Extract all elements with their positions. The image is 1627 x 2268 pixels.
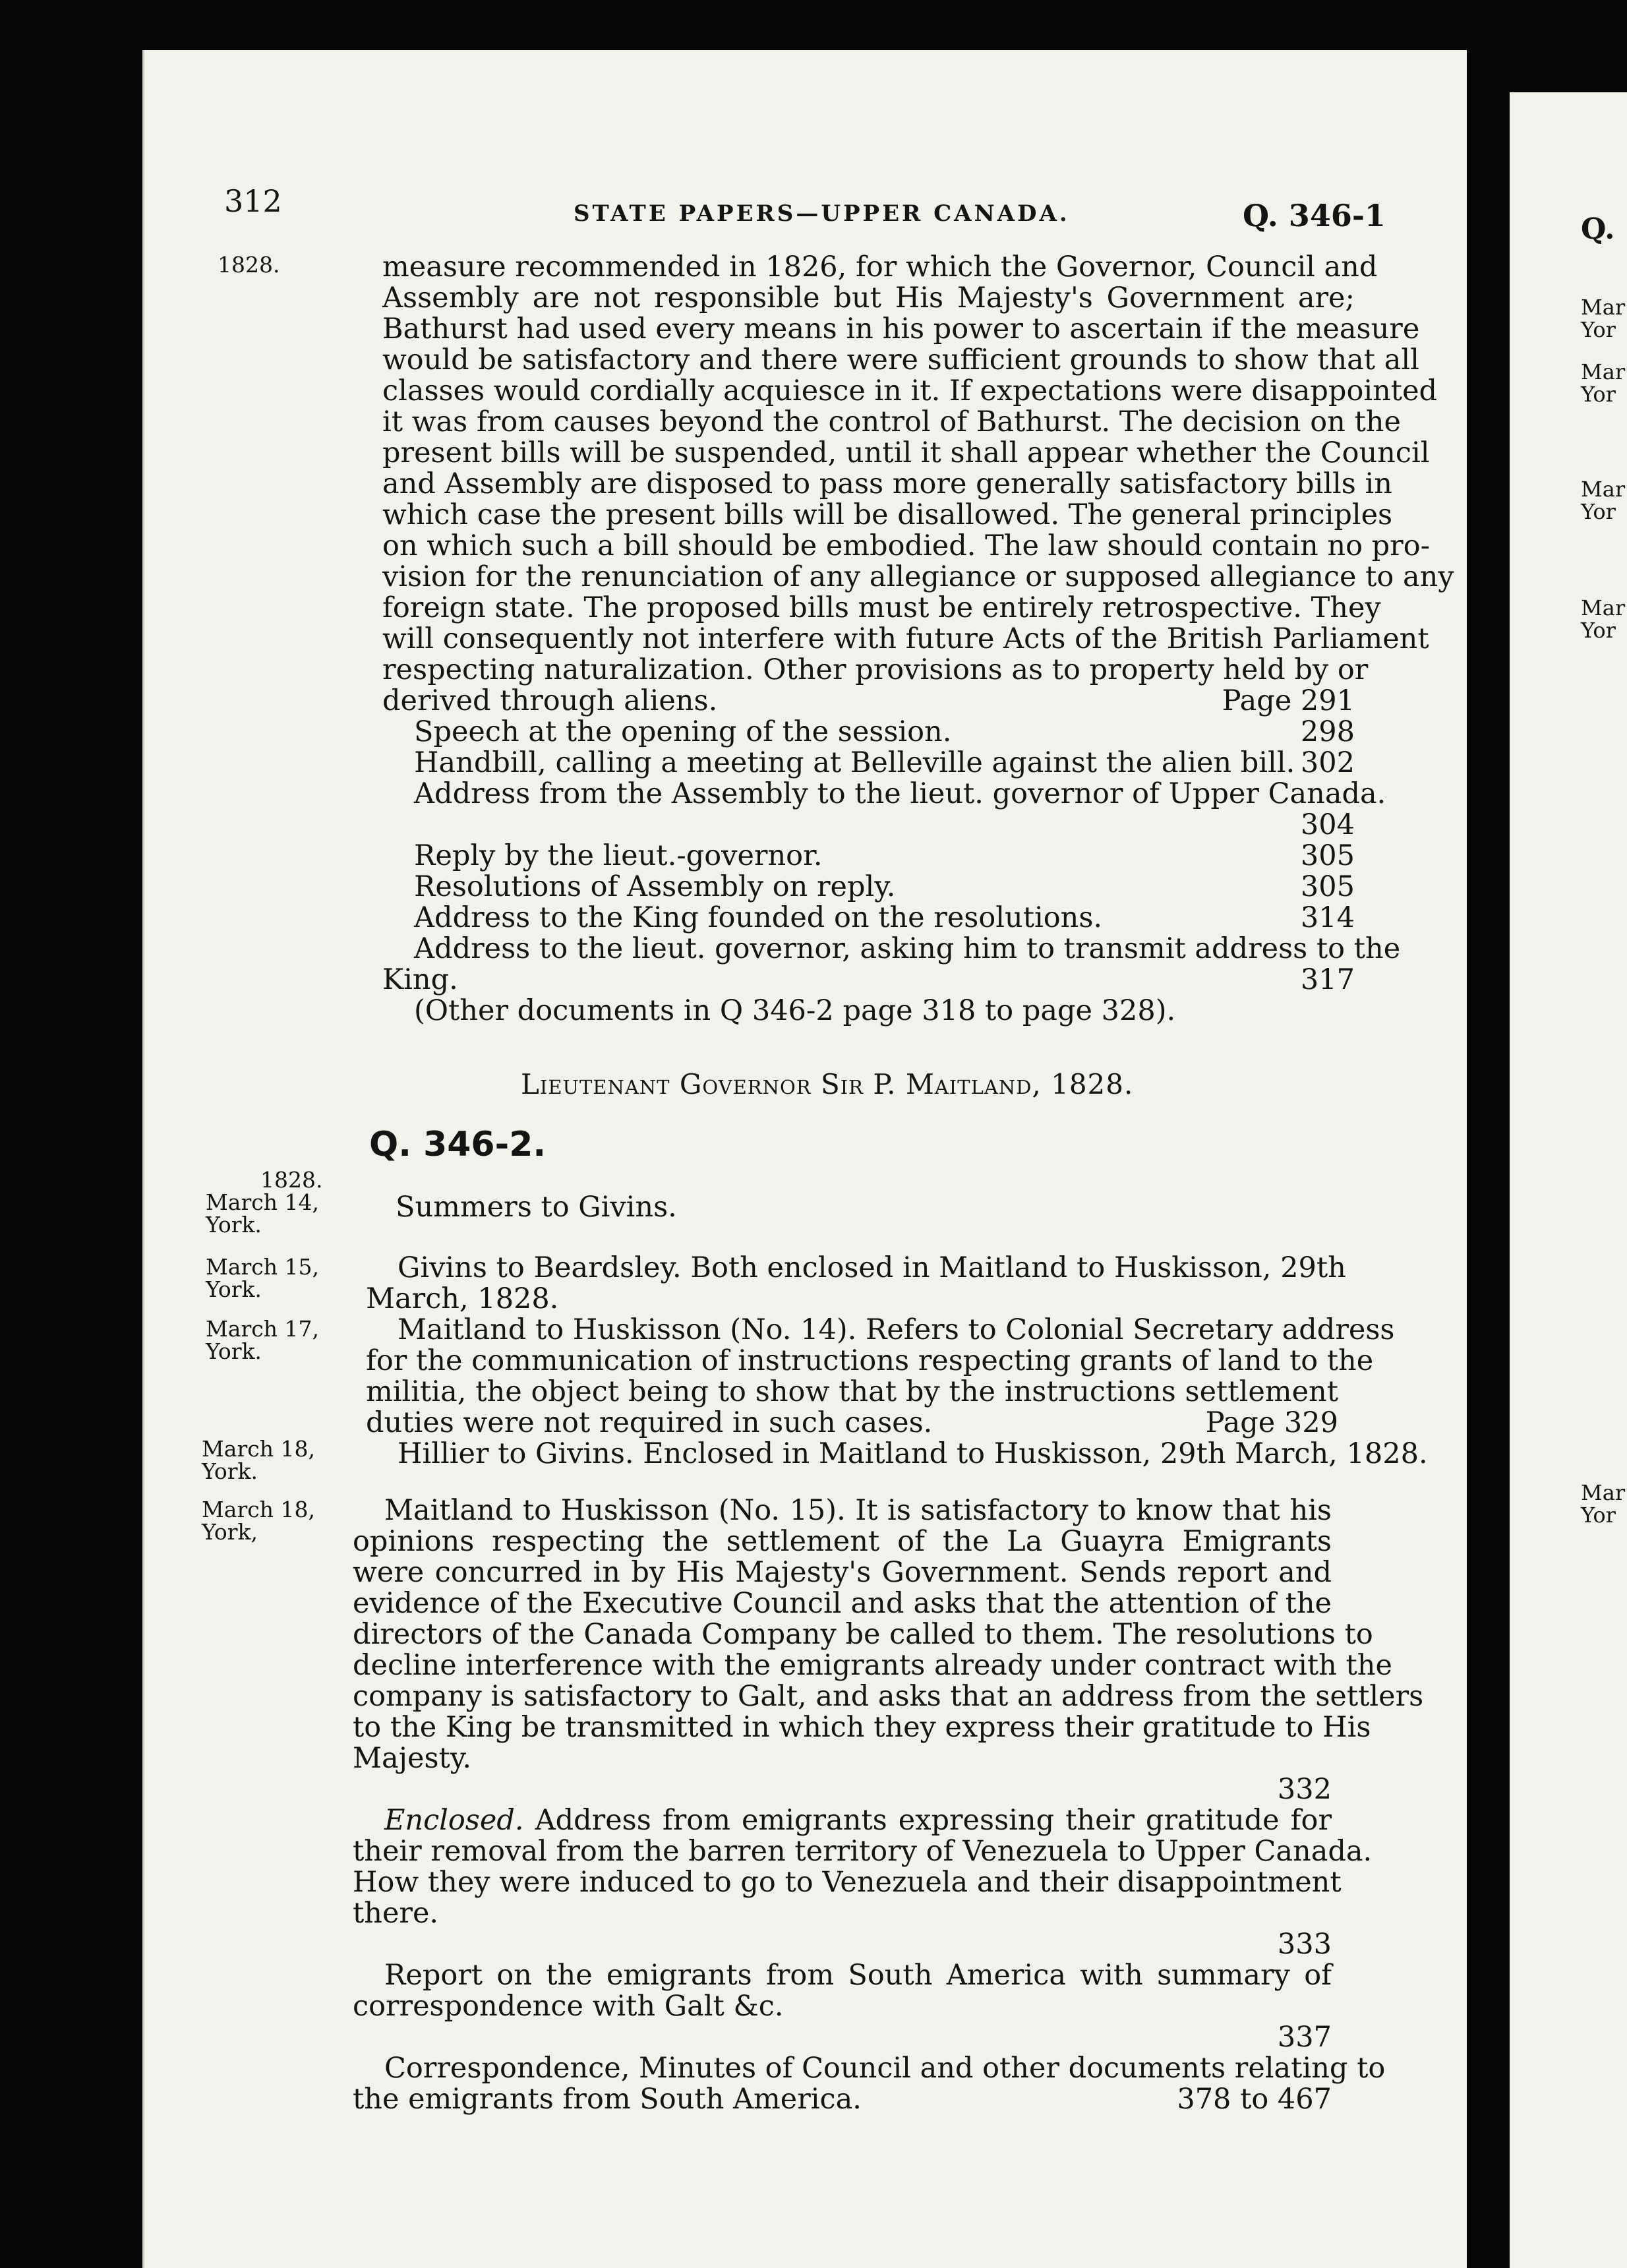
page-reference: 332 — [1277, 1773, 1332, 1806]
item-text: Address to the lieut. governor, asking him to transmit address to the — [414, 932, 1401, 965]
entry-text-block — [382, 251, 1454, 1027]
document-item — [382, 717, 1355, 748]
entry-text: company is satisfactory to Galt, and asks that an address from the settlers — [353, 1680, 1424, 1713]
text-line: respecting naturalization. Other provisions as to property held by or — [382, 653, 1369, 686]
entry-text: for the communication of instructions respecting grants of land to the — [366, 1344, 1374, 1377]
entry-year: 1828. — [260, 1167, 323, 1193]
volume-reference: Q. 346-1 — [1243, 198, 1386, 233]
entry-text: Majesty. — [353, 1742, 472, 1775]
item-text: Address from the Assembly to the lieut. governor of Upper Canada. — [414, 777, 1386, 810]
text-line: Bathurst had used every means in his power to ascertain if the measure — [382, 313, 1420, 345]
entry-date: March 14, — [206, 1189, 319, 1215]
document-item — [382, 965, 1355, 996]
text-line: Assembly are not responsible but His Majesty's Government are; — [382, 282, 1355, 314]
entry-hillier: Hillier to Givins. Enclosed in Maitland to Huskisson, 29th March, 1828. — [398, 1437, 1428, 1470]
entry-text: were concurred in by His Majesty's Government. Sends report and — [353, 1556, 1332, 1589]
entry-text: Report on the emigrants from South America with summary of — [384, 1959, 1332, 1992]
entry-text: to the King be transmitted in which they express their gratitude to His — [353, 1711, 1371, 1744]
entry-date: March 18, — [202, 1436, 315, 1462]
page-reference: 314 — [1300, 901, 1355, 934]
page-reference: 333 — [1277, 1928, 1332, 1961]
running-title: STATE PAPERS—UPPER CANADA. — [574, 200, 1070, 227]
entry-text: decline interference with the emigrants already under contract with the — [353, 1649, 1392, 1682]
entry-place: York. — [206, 1276, 262, 1302]
text-line: vision for the renunciation of any allegiance or supposed allegiance to any — [382, 560, 1454, 593]
entry-place: York. — [206, 1338, 262, 1364]
adjacent-margin-note: Mar — [1581, 295, 1626, 320]
entry-place: York, — [202, 1519, 258, 1545]
page-reference: 317 — [1300, 963, 1355, 996]
page-reference: 298 — [1300, 715, 1355, 748]
entry-text: militia, the object being to show that by the instructions settlement — [366, 1375, 1338, 1408]
text-line-with-page — [366, 1408, 1338, 1439]
page-reference: Page 329 — [1205, 1406, 1338, 1439]
text-line: would be satisfactory and there were sufficient grounds to show that all — [382, 343, 1419, 376]
entry-place: York. — [206, 1212, 262, 1238]
text-line: will consequently not interfere with future Acts of the British Parliament — [382, 622, 1429, 655]
entry-text: duties were not required in such cases. — [366, 1406, 933, 1439]
page-number: 312 — [224, 183, 282, 219]
page-reference: 305 — [1300, 839, 1355, 872]
item-text: Speech at the opening of the session. — [414, 715, 952, 748]
text-line: which case the present bills will be disallowed. The general principles — [382, 498, 1393, 531]
entry-summers — [396, 1192, 1325, 1223]
entry-date: March 17, — [206, 1316, 319, 1342]
entry-givins — [366, 1251, 1346, 1315]
entry-text: there. — [353, 1897, 439, 1930]
page-reference: 378 to 467 — [1177, 2083, 1332, 2116]
document-item — [382, 903, 1355, 934]
entry-maitland-15 — [353, 1494, 1424, 2116]
page-reference: 302 — [1300, 746, 1355, 779]
adjacent-margin-note: Mar — [1581, 477, 1626, 502]
text-line: present bills will be suspended, until it shall appear whether the Council — [382, 436, 1430, 469]
entry-text: the emigrants from South America. — [353, 2083, 862, 2116]
adjacent-page-edge — [1510, 92, 1627, 2268]
entry-place: York. — [202, 1458, 258, 1484]
entry-text: Summers to Givins. — [396, 1191, 677, 1224]
entry-text: Address from emigrants expressing their gratitude for — [535, 1804, 1332, 1837]
adjacent-margin-note: Yor — [1581, 1503, 1616, 1528]
section-code: Q. 346-2. — [369, 1125, 547, 1164]
text-line: measure recommended in 1826, for which the Governor, Council and — [382, 251, 1378, 284]
text-line: on which such a bill should be embodied. The law should contain no pro- — [382, 529, 1431, 562]
page-reference: 304 — [1300, 808, 1355, 841]
text-line: and Assembly are disposed to pass more generally satisfactory bills in — [382, 467, 1392, 500]
entry-text: Maitland to Huskisson (No. 14). Refers to Colonial Secretary address — [398, 1313, 1395, 1346]
entry-text: evidence of the Executive Council and asks that the attention of the — [353, 1587, 1332, 1620]
item-text: Address to the King founded on the resolutions. — [414, 901, 1103, 934]
text-line: foreign state. The proposed bills must be entirely retrospective. They — [382, 591, 1381, 624]
enclosed-label: Enclosed. — [384, 1804, 524, 1837]
entry-text: Givins to Beardsley. Both enclosed in Maitland to Huskisson, 29th — [398, 1251, 1346, 1284]
document-item — [382, 748, 1355, 779]
cross-reference-note: (Other documents in Q 346-2 page 318 to page 328). — [414, 994, 1176, 1027]
entry-text: correspondence with Galt &c. — [353, 1990, 784, 2023]
page-reference: Page 291 — [1222, 684, 1355, 717]
enclosed-line — [353, 1805, 1332, 1836]
entry-date: March 18, — [202, 1497, 315, 1522]
adjacent-margin-note: Yor — [1581, 317, 1616, 342]
text-line: it was from causes beyond the control of Bathurst. The decision on the — [382, 405, 1401, 438]
entry-text: opinions respecting the settlement of the La Guayra Emigrants — [353, 1525, 1332, 1558]
adjacent-page-ref: Q. — [1581, 212, 1615, 246]
section-heading: Lieutenant Governor Sir P. Maitland, 1828. — [521, 1068, 1134, 1100]
item-text: Handbill, calling a meeting at Belleville against the alien bill. — [414, 746, 1295, 779]
page-reference: 337 — [1277, 2021, 1332, 2054]
adjacent-margin-note: Mar — [1581, 1480, 1626, 1505]
entry-text: their removal from the barren territory of Venezuela to Upper Canada. — [353, 1835, 1373, 1868]
text-line-with-page — [353, 2084, 1332, 2115]
document-item — [382, 872, 1355, 903]
entry-text: directors of the Canada Company be called to them. The resolutions to — [353, 1618, 1373, 1651]
entry-text: How they were induced to go to Venezuela and their disappointment — [353, 1866, 1342, 1899]
entry-text: Maitland to Huskisson (No. 15). It is satisfactory to know that his — [384, 1494, 1332, 1527]
entry-maitland-14 — [366, 1313, 1428, 1470]
item-text: King. — [382, 963, 458, 996]
entry-text: March, 1828. — [366, 1282, 559, 1315]
page-reference: 305 — [1300, 870, 1355, 903]
entry-text: Correspondence, Minutes of Council and other documents relating to — [384, 2052, 1386, 2085]
item-text: Resolutions of Assembly on reply. — [414, 870, 896, 903]
entry-year: 1828. — [218, 252, 280, 278]
adjacent-margin-note: Mar — [1581, 595, 1626, 620]
adjacent-margin-note: Yor — [1581, 618, 1616, 643]
text-line-with-page — [382, 686, 1355, 717]
adjacent-margin-note: Yor — [1581, 499, 1616, 524]
adjacent-margin-note: Mar — [1581, 359, 1626, 384]
adjacent-margin-note: Yor — [1581, 382, 1616, 407]
text-line: derived through aliens. — [382, 684, 718, 717]
document-item — [382, 841, 1355, 872]
entry-date: March 15, — [206, 1254, 319, 1280]
text-line: classes would cordially acquiesce in it. If expectations were disappointed — [382, 374, 1438, 407]
item-text: Reply by the lieut.-governor. — [414, 839, 823, 872]
